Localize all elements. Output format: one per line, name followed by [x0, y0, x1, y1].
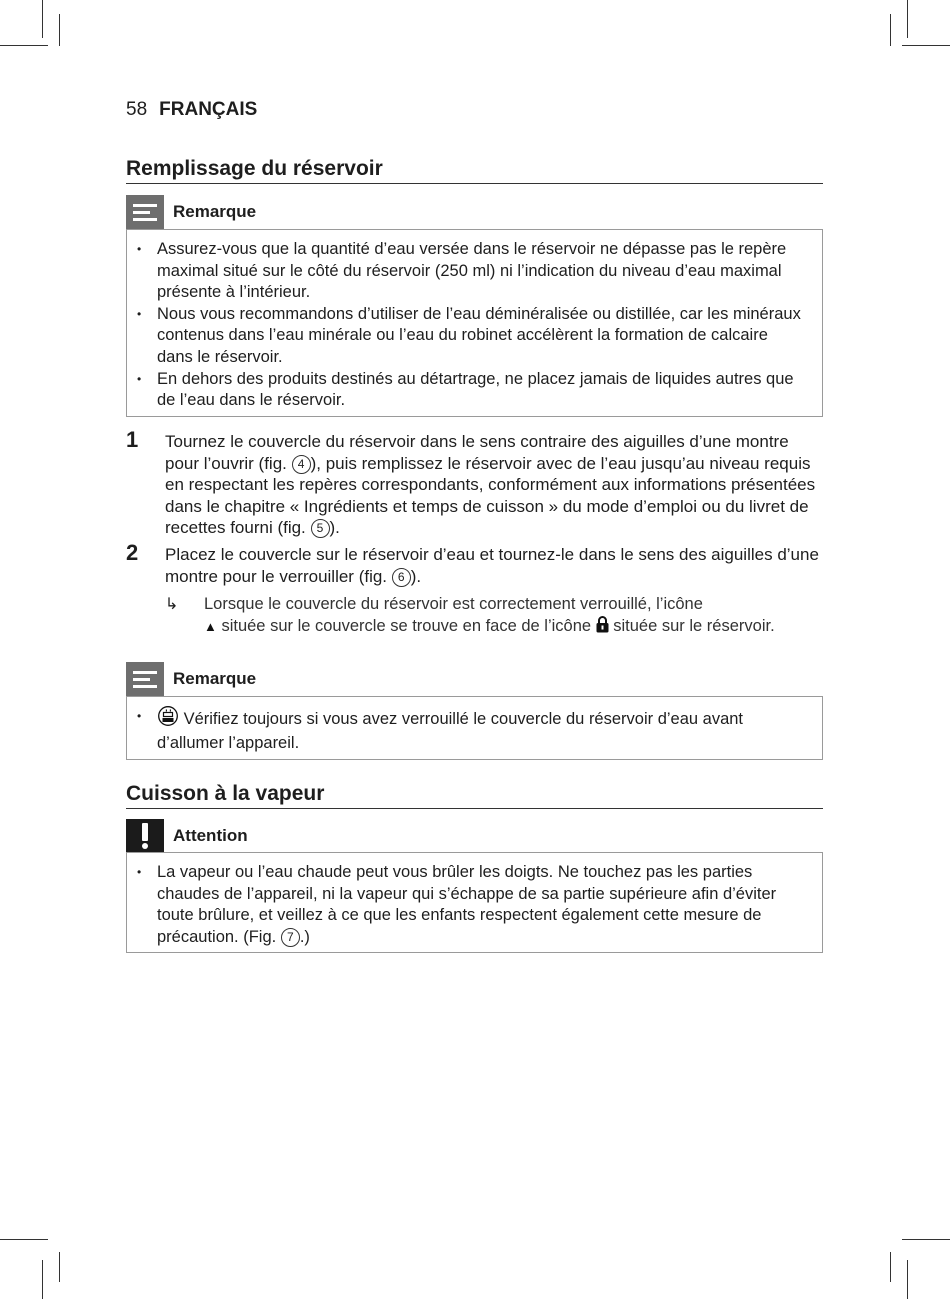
note-item: • Vérifiez toujours si vous avez verrouillé le couvercle du réservoir d’eau avant d’allumer l’appareil. — [157, 706, 802, 754]
attention-item: • La vapeur ou l’eau chaude peut vous brûler les doigts. Ne touchez pas les parties chaudes de l’appareil, ni la vapeur qui s’échappe de sa partie supérieure afin d’éviter toute brûlure, et veillez à ce que les enfants respectent également cette mesure de précaution. (Fig. 7 .) — [157, 862, 802, 948]
lock-steam-icon — [157, 706, 179, 733]
figure-ref: 5 — [311, 519, 330, 538]
step-number: 1 — [126, 427, 139, 452]
figure-ref: 4 — [292, 455, 311, 474]
step-1 — [126, 427, 826, 539]
figure-ref: 7 — [281, 928, 300, 947]
attention-header — [126, 819, 248, 853]
note-item: • Assurez-vous que la quantité d’eau versée dans le réservoir ne dépasse pas le repère maximal situé sur le côté du réservoir (250 ml) ni l’indication du niveau d’eau maximal présente à l’intérieur. — [157, 239, 802, 304]
note-list — [127, 697, 822, 760]
page-number: 58 — [126, 99, 148, 120]
step-text: Placez le couvercle sur le réservoir d’eau et tournez-le dans le sens des aiguilles d’une montre pour le verrouiller (fig. 6 ). — [165, 545, 819, 586]
note-item: • Nous vous recommandons d’utiliser de l’eau déminéralisée ou distillée, car les minéraux contenus dans l’eau minérale ou l’eau du robinet accélèrent la formation de calcaire dans le réservoir. — [157, 304, 802, 369]
note-list — [127, 230, 822, 418]
step-result — [165, 594, 805, 639]
attention-box — [126, 852, 823, 953]
result-arrow-icon: ↳ — [165, 596, 179, 613]
note-header — [126, 195, 256, 229]
note-label: Remarque — [173, 669, 257, 688]
note-icon — [126, 195, 164, 229]
language-label: FRANÇAIS — [159, 99, 258, 120]
step-text: Tournez le couvercle du réservoir dans le sens contraire des aiguilles d’une montre pour l’ouvrir (fig. 4 ), puis remplissez le réservoir avec de l’eau jusqu’au niveau requis en respectant les repères correspondants, conformément aux informations présentées dans le chapitre « Ingrédients et temps de cuisson » du mode d’emploi ou du livret de recettes fourni (fig. 5 ). — [165, 432, 816, 538]
result-text: Lorsque le couvercle du réservoir est correctement verrouillé, l’icône ▲ située sur le couvercle se trouve en face de l’icône située sur le réservoir. — [204, 594, 805, 639]
attention-list — [127, 853, 822, 954]
note-box — [126, 229, 823, 417]
note-header — [126, 662, 256, 696]
section-title-remplissage: Remplissage du réservoir — [126, 157, 823, 184]
lock-icon — [596, 616, 609, 640]
step-2 — [126, 540, 826, 587]
triangle-icon: ▲ — [204, 618, 217, 634]
note-label: Remarque — [173, 202, 257, 221]
attention-label: Attention — [173, 826, 248, 845]
section-title-cuisson: Cuisson à la vapeur — [126, 782, 823, 809]
note-item: • En dehors des produits destinés au détartrage, ne placez jamais de liquides autres que de l’eau dans le réservoir. — [157, 369, 802, 412]
note-icon — [126, 662, 164, 696]
step-number: 2 — [126, 540, 139, 565]
exclamation-icon — [126, 819, 164, 853]
figure-ref: 6 — [392, 568, 411, 587]
page-header — [126, 99, 257, 121]
note-box — [126, 696, 823, 760]
